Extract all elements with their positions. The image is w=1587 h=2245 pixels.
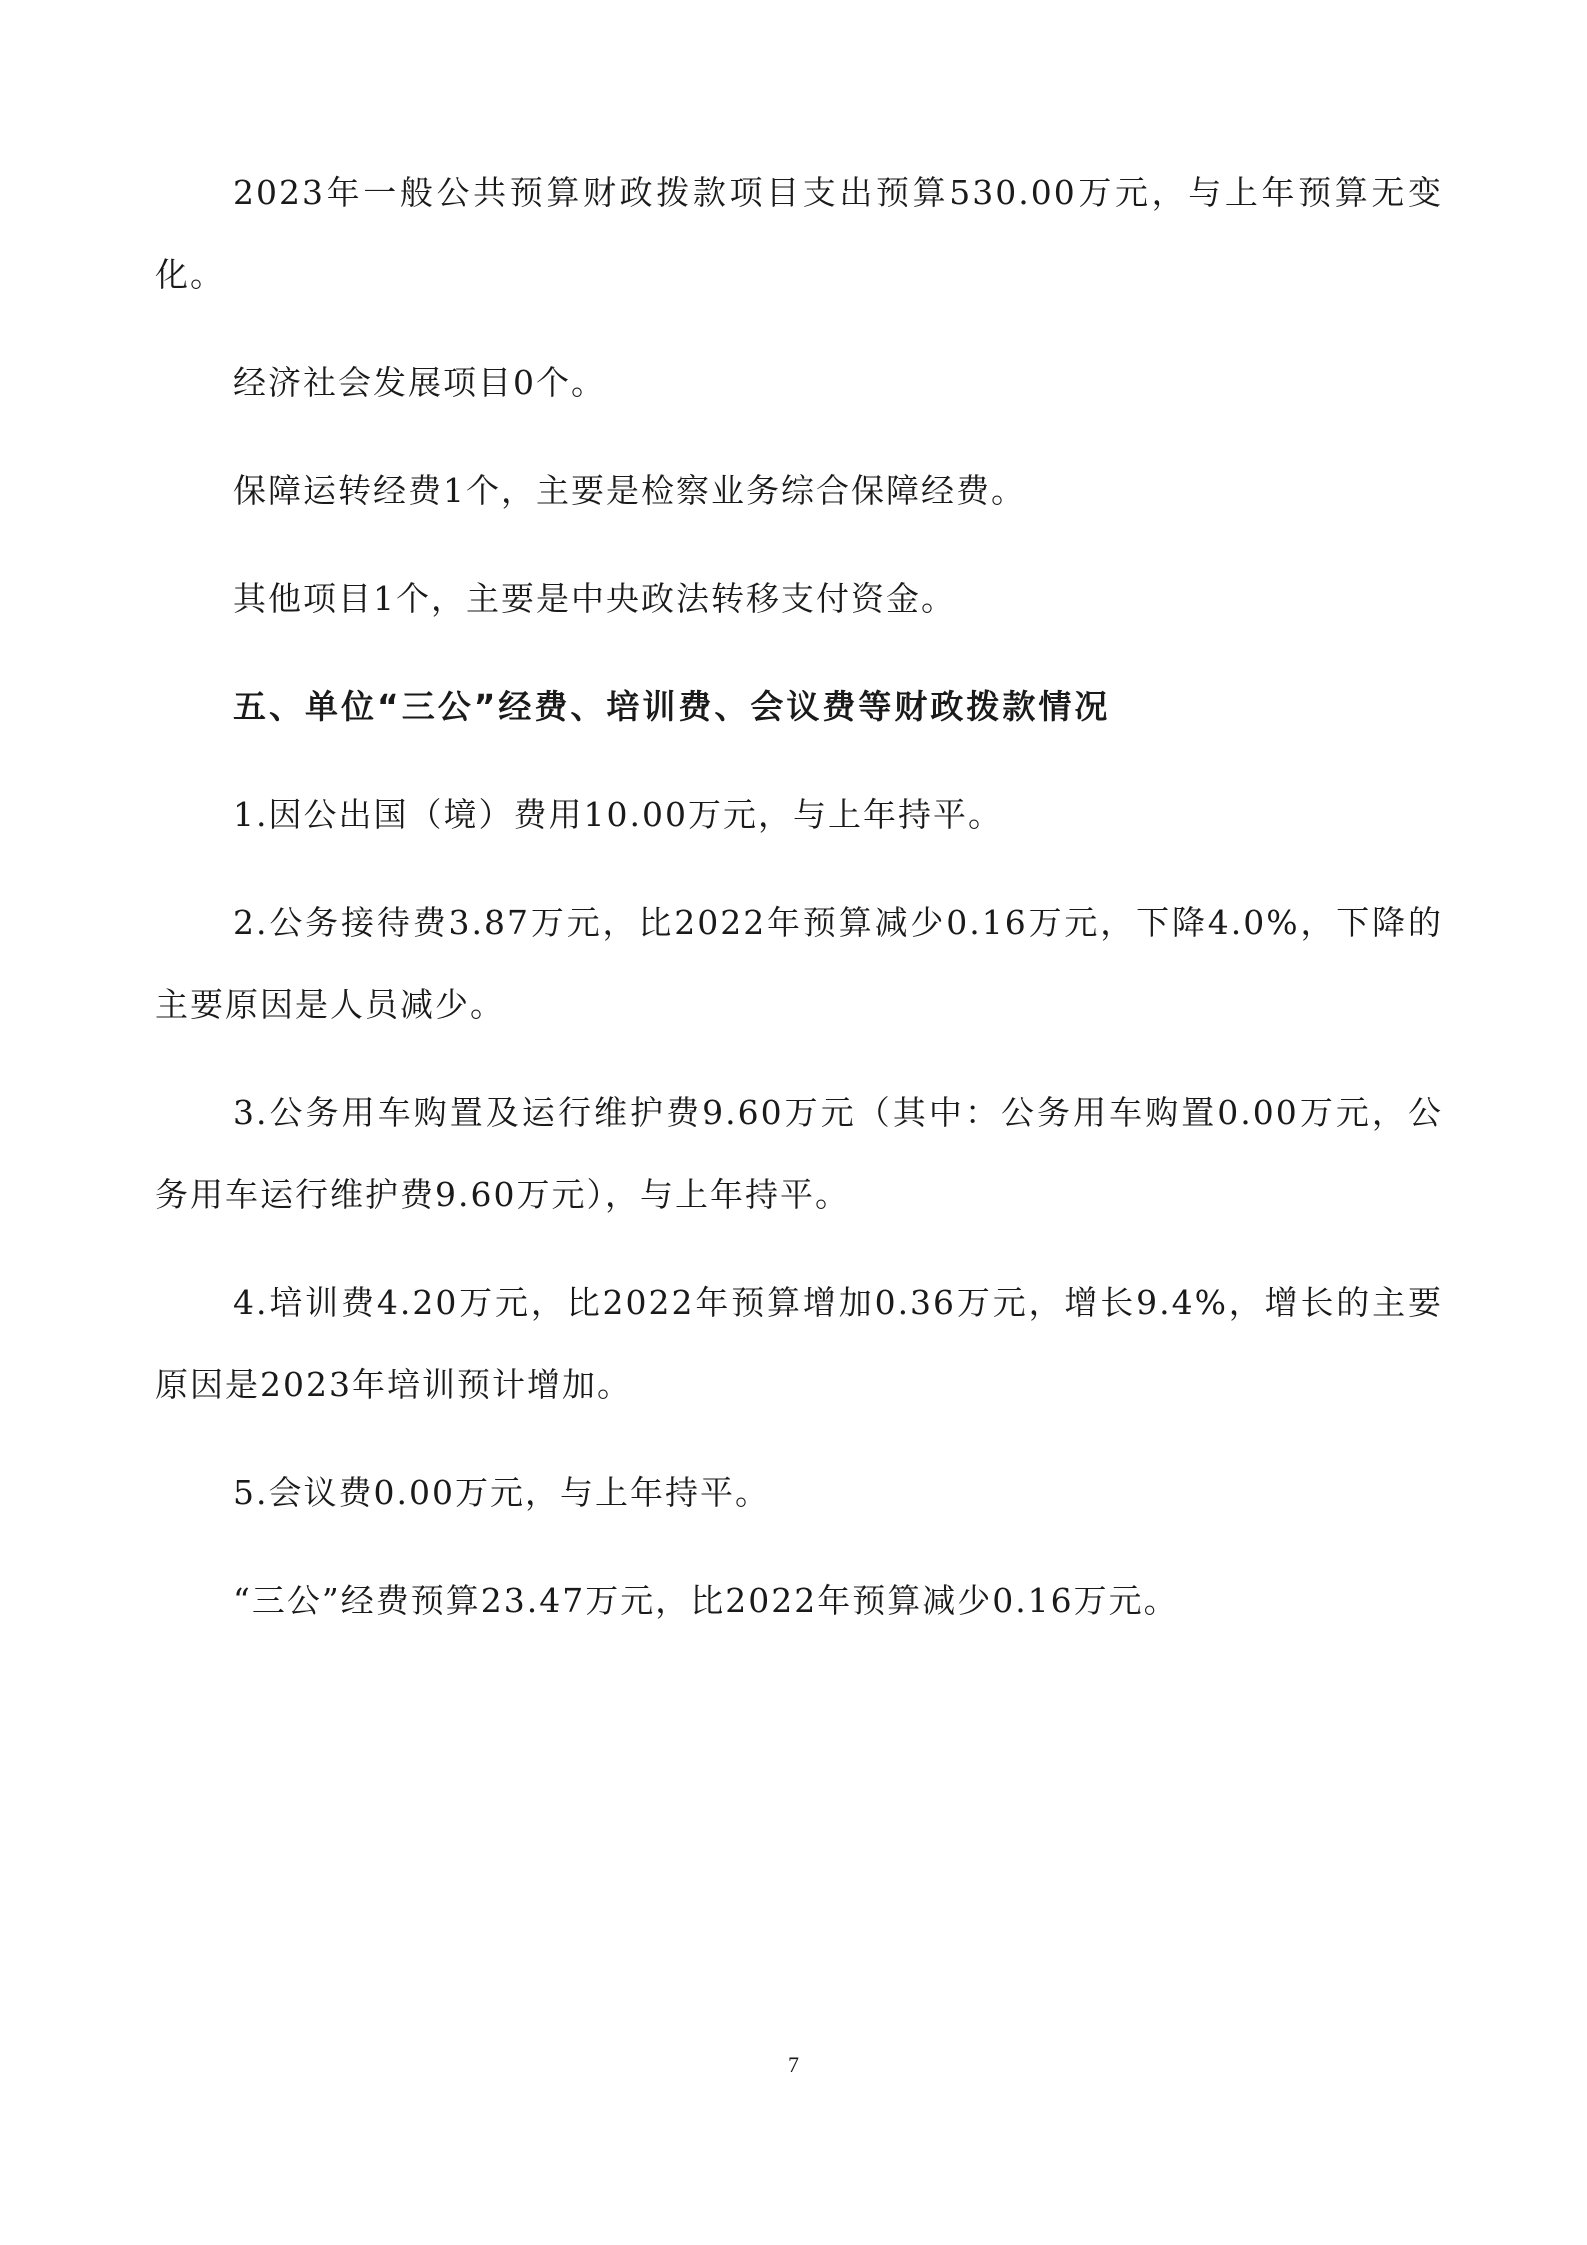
paragraph-reception-expenses: 2.公务接待费3.87万元，比2022年预算减少0.16万元，下降4.0%，下降的主要原因是人员减少。 xyxy=(155,903,1443,1024)
paragraph-project-expenditure: 2023年一般公共预算财政拨款项目支出预算530.00万元，与上年预算无变化。 xyxy=(155,173,1443,294)
paragraph-three-public-total: “三公”经费预算23.47万元，比2022年预算减少0.16万元。 xyxy=(233,1581,1179,1620)
section-heading-three-public-expenses: 五、单位“三公”经费、培训费、会议费等财政拨款情况 xyxy=(233,687,1111,726)
paragraph-overseas-travel: 1.因公出国（境）费用10.00万元，与上年持平。 xyxy=(233,795,1003,834)
document-body xyxy=(155,152,1443,1668)
paragraph-operating-funds: 保障运转经费1个，主要是检察业务综合保障经费。 xyxy=(233,471,1026,510)
paragraph-meeting-expenses: 5.会议费0.00万元，与上年持平。 xyxy=(233,1473,770,1512)
paragraph-training-expenses: 4.培训费4.20万元，比2022年预算增加0.36万元，增长9.4%，增长的主要原因是2023年培训预计增加。 xyxy=(155,1283,1443,1404)
paragraph-economic-projects: 经济社会发展项目0个。 xyxy=(233,363,606,402)
page-number: 7 xyxy=(788,2052,799,2077)
paragraph-other-projects: 其他项目1个，主要是中央政法转移支付资金。 xyxy=(233,579,956,618)
paragraph-vehicle-expenses: 3.公务用车购置及运行维护费9.60万元（其中：公务用车购置0.00万元，公务用车运行维护费9.60万元），与上年持平。 xyxy=(155,1093,1443,1214)
